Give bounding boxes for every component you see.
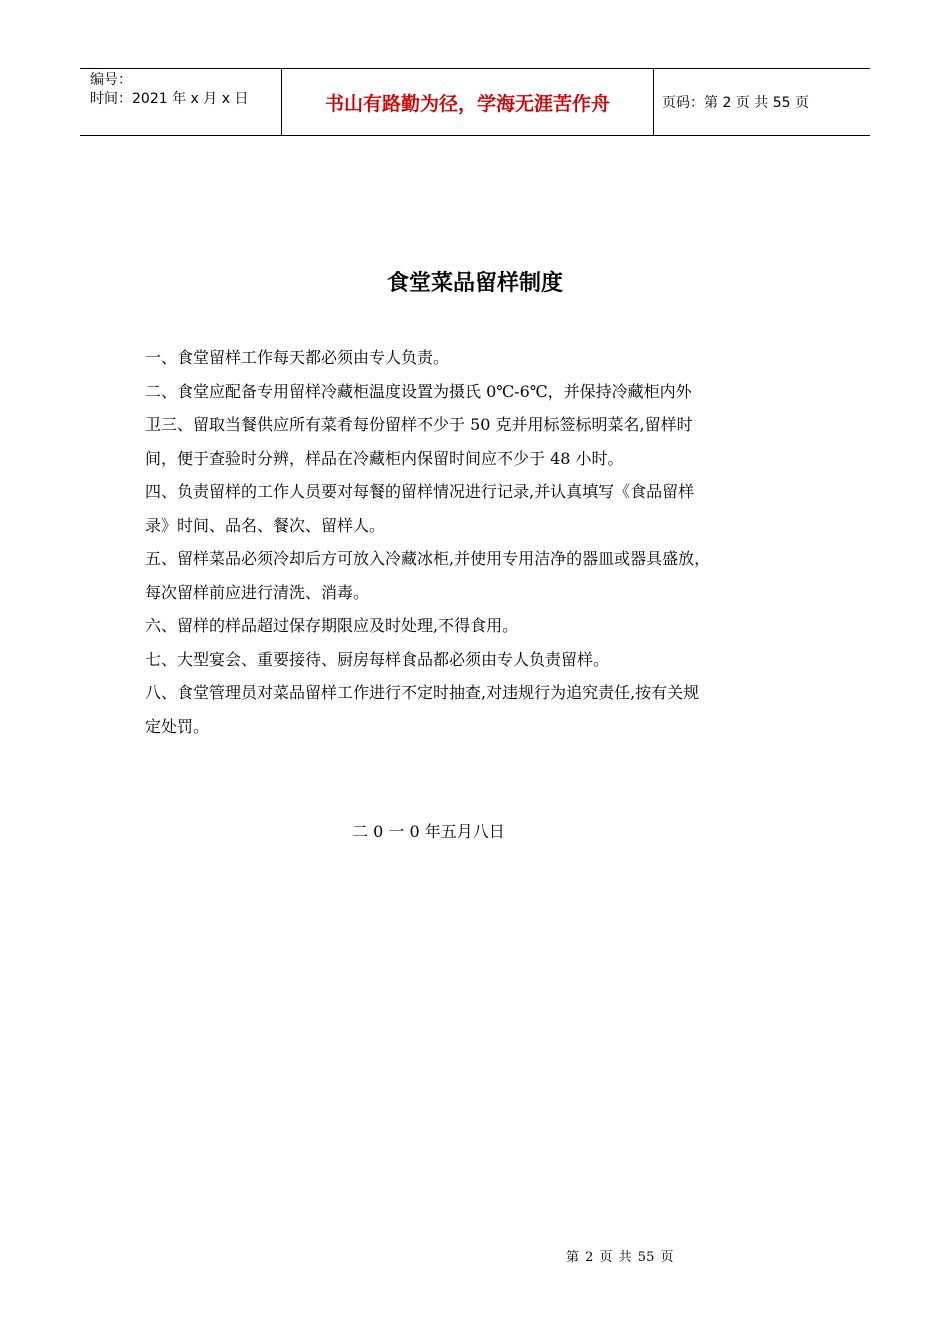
header-meta	[80, 69, 282, 135]
page-footer: 第 2 页 共 55 页	[566, 1250, 674, 1265]
body-line: 七、大型宴会、重要接待、厨房每样食品都必须由专人负责留样。	[145, 649, 610, 669]
body-line: 二、食堂应配备专用留样冷藏柜温度设置为摄氏 0℃-6℃，并保持冷藏柜内外	[145, 381, 692, 401]
body-line: 间，便于查验时分辨，样品在冷藏柜内保留时间应不少于 48 小时。	[145, 448, 624, 468]
body-line: 录》时间、品名、餐次、留样人。	[145, 515, 386, 535]
header-number-label: 编号：	[90, 72, 132, 88]
body-line: 四、负责留样的工作人员要对每餐的留样情况进行记录,并认真填写《食品留样	[145, 482, 695, 501]
header-time-label: 时间：2021 年 x 月 x 日	[90, 91, 249, 107]
body-line: 卫三、留取当餐供应所有菜肴每份留样不少于 50 克并用标签标明菜名,留样时	[145, 415, 693, 434]
body-line: 定处罚。	[145, 716, 210, 736]
body-line: 一、食堂留样工作每天都必须由专人负责。	[145, 348, 450, 367]
document-body	[145, 341, 815, 743]
header-slogan: 书山有路勤为径，学海无涯苦作舟	[282, 69, 654, 135]
body-line: 五、留样菜品必须冷却后方可放入冷藏冰柜,并使用专用洁净的器皿或器具盛放，	[145, 549, 711, 568]
document-title: 食堂菜品留样制度	[386, 271, 563, 296]
body-line: 八、食堂管理员对菜品留样工作进行不定时抽查,对违规行为追究责任,按有关规	[145, 683, 700, 702]
header-page-info: 页码：第 2 页 共 55 页	[662, 95, 809, 111]
page-header	[80, 68, 870, 136]
body-line: 六、留样的样品超过保存期限应及时处理,不得食用。	[145, 616, 519, 635]
document-date: 二 0 一 0 年五月八日	[352, 822, 505, 841]
body-line: 每次留样前应进行清洗、消毒。	[145, 582, 370, 602]
